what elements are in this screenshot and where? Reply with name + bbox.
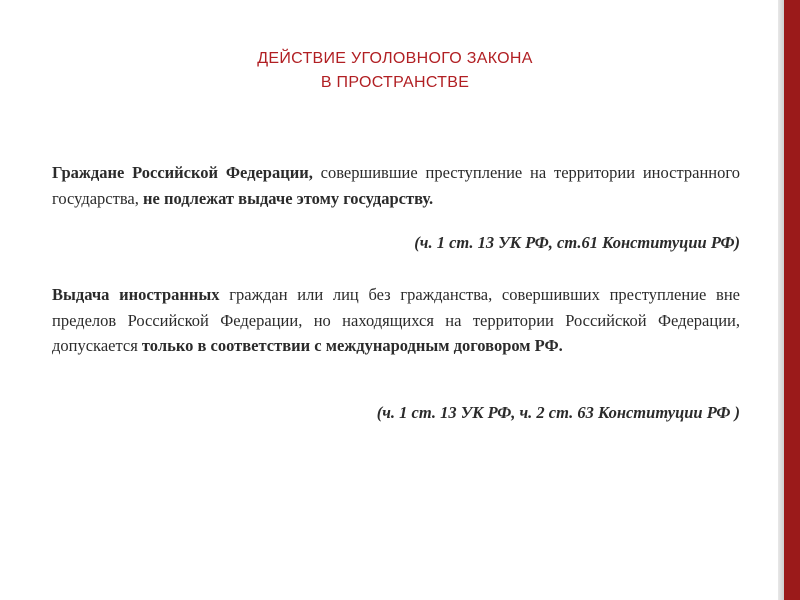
accent-bar	[784, 0, 800, 600]
reference-2: (ч. 1 ст. 13 УК РФ, ч. 2 ст. 63 Конституции РФ )	[376, 403, 740, 422]
title-line-2: В ПРОСТРАНСТВЕ	[320, 74, 470, 91]
paragraph-citizens	[52, 160, 740, 211]
title-line-1: ДЕЙСТВИЕ УГОЛОВНОГО ЗАКОНА	[257, 50, 533, 67]
paragraph-2-bold-2: только в соответствии с международным договором РФ.	[141, 336, 563, 355]
reference-1: (ч. 1 ст. 13 УК РФ, ст.61 Конституции РФ)	[414, 233, 740, 252]
paragraph-1-bold-1: Граждане Российской Федерации,	[52, 163, 313, 182]
paragraph-1-text: совершившие преступление на территории иностранного государства,	[52, 163, 740, 208]
slide-title	[120, 47, 670, 95]
paragraph-foreigners	[52, 282, 740, 359]
paragraph-2-text: граждан или лиц без гражданства, совершивших преступление вне пределов Российской Федерации, но находящихся на территории Российской Федерации, допускается	[52, 285, 740, 355]
paragraph-2-bold-1: Выдача иностранных	[52, 285, 220, 304]
paragraph-1-bold-2: не подлежат выдаче этому государству.	[142, 188, 434, 208]
